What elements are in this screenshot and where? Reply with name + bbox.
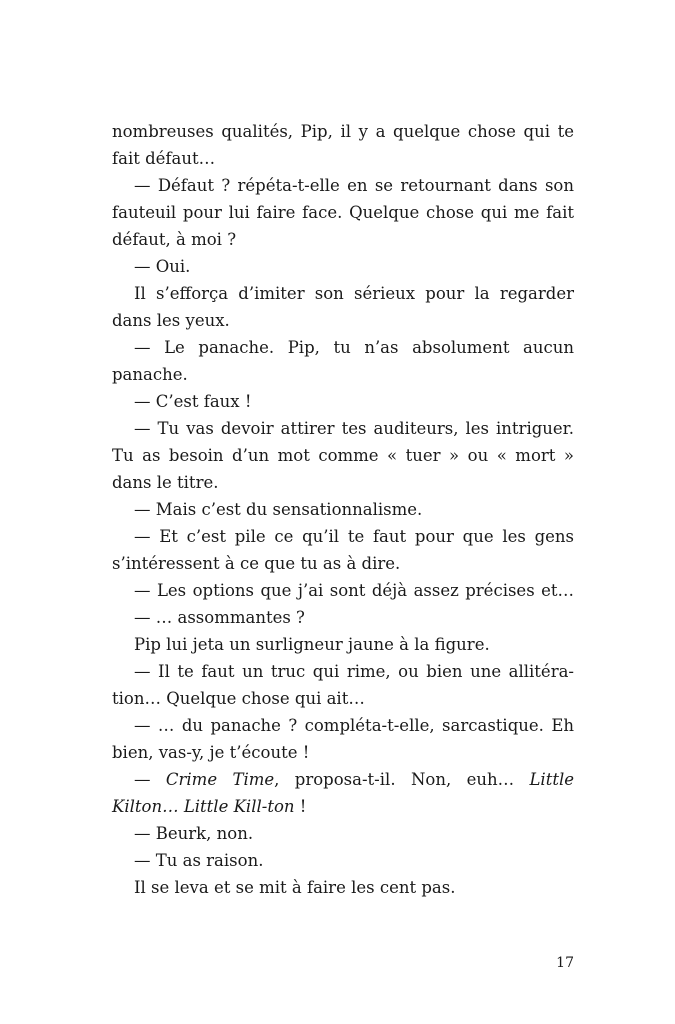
- body-text: [112, 118, 574, 901]
- text-line: [112, 766, 574, 793]
- text-line: s’intéressent à ce que tu as à dire.: [112, 554, 401, 573]
- text-line: panache.: [112, 365, 188, 384]
- text-line: Pip lui jeta un surligneur jaune à la figure.: [134, 635, 490, 654]
- text-segment: , proposa-t-il. Non, euh…: [274, 770, 530, 789]
- text-line: bien, vas-y, je t’écoute !: [112, 743, 310, 762]
- text-line: — Et c’est pile ce qu’il te faut pour que les gens: [134, 527, 574, 546]
- text-line: [112, 793, 574, 820]
- text-line: fauteuil pour lui faire face. Quelque chose qui me fait: [112, 203, 574, 222]
- text-line: tion… Quelque chose qui ait…: [112, 689, 365, 708]
- text-line: Tu as besoin d’un mot comme « tuer » ou « mort »: [112, 446, 574, 465]
- text-line: — Défaut ? répéta-t-elle en se retournant dans son: [134, 176, 574, 195]
- text-line: Il se leva et se mit à faire les cent pas.: [134, 878, 456, 897]
- text-line: — Tu as raison.: [134, 851, 264, 870]
- text-line: — Il te faut un truc qui rime, ou bien une allitéra-: [134, 662, 574, 681]
- text-line: défaut, à moi ?: [112, 230, 237, 249]
- text-line: — C’est faux !: [134, 392, 252, 411]
- text-line: — Beurk, non.: [134, 824, 254, 843]
- text-line: dans les yeux.: [112, 311, 230, 330]
- text-segment: —: [134, 770, 166, 789]
- text-line: Il s’efforça d’imiter son sérieux pour la regarder: [134, 284, 574, 303]
- text-line: dans le titre.: [112, 473, 219, 492]
- text-line: — Mais c’est du sensationnalisme.: [134, 500, 423, 519]
- text-line: — Oui.: [134, 257, 191, 276]
- text-segment: !: [294, 797, 307, 816]
- text-line: — Les options que j’ai sont déjà assez précises et…: [134, 581, 574, 600]
- text-line: — … assommantes ?: [134, 608, 305, 627]
- text-line: nombreuses qualités, Pip, il y a quelque chose qui te: [112, 122, 574, 141]
- italic-text: Kilton… Little Kill-ton: [112, 797, 295, 816]
- italic-text: Crime Time: [165, 770, 275, 789]
- text-line: — Tu vas devoir attirer tes auditeurs, les intriguer.: [134, 419, 574, 438]
- text-line: — Le panache. Pip, tu n’as absolument aucun: [134, 338, 574, 357]
- text-line: fait défaut…: [112, 149, 216, 168]
- page-number: 17: [556, 955, 574, 971]
- italic-text: Little: [529, 770, 575, 789]
- text-line: — … du panache ? compléta-t-elle, sarcastique. Eh: [134, 716, 574, 735]
